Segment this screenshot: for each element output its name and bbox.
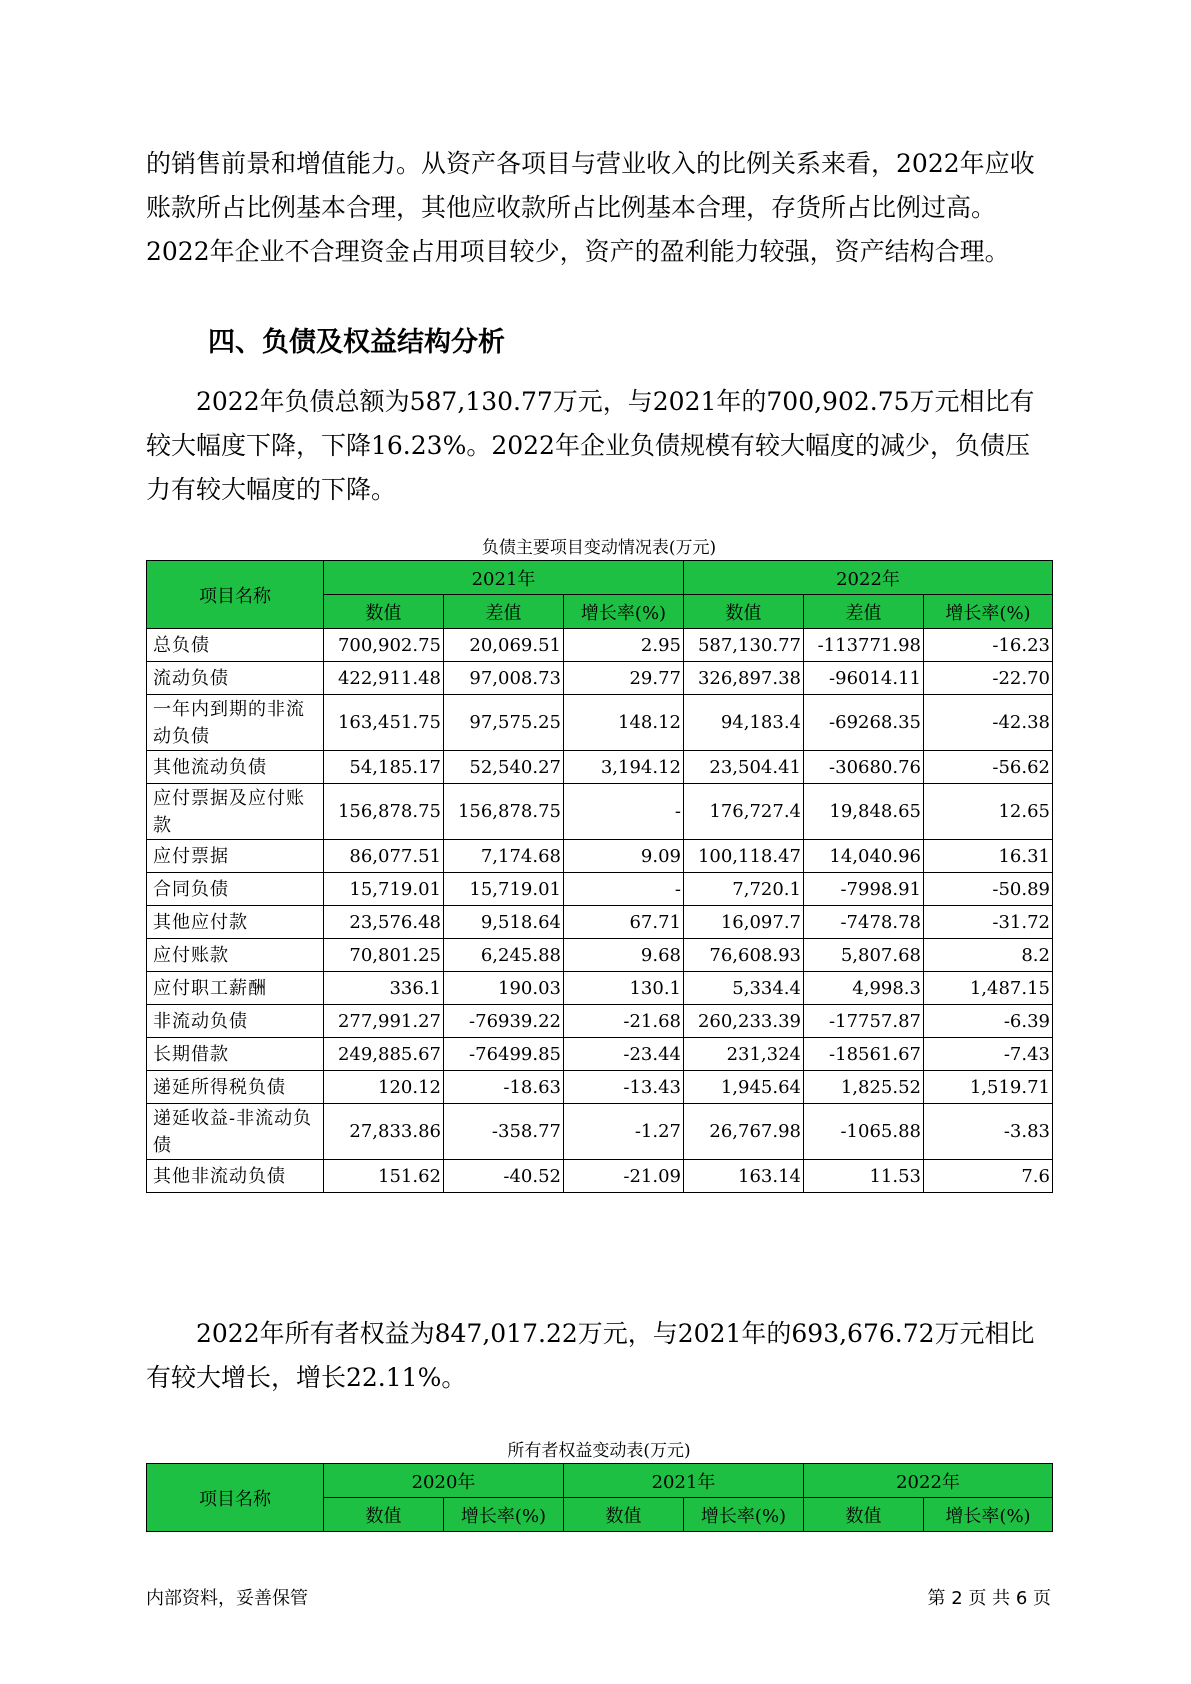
cell-value-2022: 1,945.64: [684, 1071, 804, 1104]
cell-rate-2021: 3,194.12: [564, 751, 684, 784]
header-value: 数值: [324, 595, 444, 629]
cell-diff-2021: 97,575.25: [444, 695, 564, 751]
cell-diff-2021: 6,245.88: [444, 939, 564, 972]
cell-rate-2022: 1,487.15: [924, 972, 1053, 1005]
row-name: 一年内到期的非流动负债: [147, 695, 324, 751]
header-rate: 增长率(%): [564, 595, 684, 629]
liability-table-caption: 负债主要项目变动情况表(万元): [481, 538, 717, 558]
cell-diff-2021: 15,719.01: [444, 873, 564, 906]
cell-value-2022: 587,130.77: [684, 629, 804, 662]
cell-diff-2022: -30680.76: [804, 751, 924, 784]
cell-value-2021: 23,576.48: [324, 906, 444, 939]
header-value: 数值: [564, 1498, 684, 1532]
equity-table: [146, 1463, 1053, 1532]
table-row: [147, 939, 1053, 972]
header-year-2022: 2022年: [684, 561, 1053, 595]
table-row: [147, 662, 1053, 695]
cell-value-2022: 326,897.38: [684, 662, 804, 695]
row-name: 递延收益-非流动负债: [147, 1104, 324, 1160]
cell-rate-2021: -21.09: [564, 1160, 684, 1193]
header-item-name: 项目名称: [147, 561, 324, 629]
row-name: 其他应付款: [147, 906, 324, 939]
cell-value-2021: 700,902.75: [324, 629, 444, 662]
footer-confidential-note: 内部资料，妥善保管: [146, 1588, 308, 1609]
cell-diff-2021: 7,174.68: [444, 840, 564, 873]
cell-diff-2022: -18561.67: [804, 1038, 924, 1071]
cell-rate-2022: -16.23: [924, 629, 1053, 662]
table-row: [147, 751, 1053, 784]
cell-value-2022: 176,727.4: [684, 784, 804, 840]
cell-rate-2021: -21.68: [564, 1005, 684, 1038]
paragraph-equity-summary: 2022年所有者权益为847,017.22万元，与2021年的693,676.72万元相比有较大增长，增长22.11%。: [146, 1319, 1035, 1392]
cell-value-2022: 76,608.93: [684, 939, 804, 972]
cell-rate-2022: -3.83: [924, 1104, 1053, 1160]
row-name: 非流动负债: [147, 1005, 324, 1038]
cell-diff-2021: 190.03: [444, 972, 564, 1005]
header-value: 数值: [324, 1498, 444, 1532]
cell-value-2021: 277,991.27: [324, 1005, 444, 1038]
cell-diff-2021: -18.63: [444, 1071, 564, 1104]
cell-rate-2021: 9.68: [564, 939, 684, 972]
cell-rate-2022: 16.31: [924, 840, 1053, 873]
cell-value-2021: 70,801.25: [324, 939, 444, 972]
cell-rate-2021: -1.27: [564, 1104, 684, 1160]
row-name: 应付票据及应付账款: [147, 784, 324, 840]
row-name: 长期借款: [147, 1038, 324, 1071]
table-row: [147, 873, 1053, 906]
table-row: [147, 629, 1053, 662]
cell-diff-2021: 52,540.27: [444, 751, 564, 784]
table-row: [147, 1005, 1053, 1038]
row-name: 总负债: [147, 629, 324, 662]
cell-diff-2022: -96014.11: [804, 662, 924, 695]
cell-value-2022: 163.14: [684, 1160, 804, 1193]
cell-rate-2022: -22.70: [924, 662, 1053, 695]
cell-diff-2021: -358.77: [444, 1104, 564, 1160]
cell-diff-2021: 9,518.64: [444, 906, 564, 939]
cell-rate-2022: -56.62: [924, 751, 1053, 784]
cell-rate-2021: 130.1: [564, 972, 684, 1005]
cell-diff-2022: -7478.78: [804, 906, 924, 939]
cell-value-2022: 94,183.4: [684, 695, 804, 751]
cell-value-2021: 163,451.75: [324, 695, 444, 751]
cell-value-2021: 156,878.75: [324, 784, 444, 840]
cell-value-2021: 120.12: [324, 1071, 444, 1104]
header-rate: 增长率(%): [924, 1498, 1053, 1532]
cell-rate-2022: 8.2: [924, 939, 1053, 972]
table-row: [147, 840, 1053, 873]
cell-value-2021: 151.62: [324, 1160, 444, 1193]
cell-value-2022: 7,720.1: [684, 873, 804, 906]
header-rate: 增长率(%): [444, 1498, 564, 1532]
row-name: 其他非流动负债: [147, 1160, 324, 1193]
equity-table-caption: 所有者权益变动表(万元): [507, 1441, 691, 1461]
cell-rate-2021: 29.77: [564, 662, 684, 695]
paragraph-intro: 的销售前景和增值能力。从资产各项目与营业收入的比例关系来看，2022年应收账款所占比例基本合理，其他应收款所占比例基本合理，存货所占比例过高。2022年企业不合理资金占用项目较少，资产的盈利能力较强，资产结构合理。: [146, 149, 1035, 266]
cell-value-2022: 23,504.41: [684, 751, 804, 784]
header-year-2020: 2020年: [324, 1464, 564, 1498]
table-row: [147, 1104, 1053, 1160]
header-year-2021: 2021年: [564, 1464, 804, 1498]
cell-value-2021: 27,833.86: [324, 1104, 444, 1160]
section-heading: 四、负债及权益结构分析: [208, 327, 505, 358]
paragraph-liability-summary: 2022年负债总额为587,130.77万元，与2021年的700,902.75万元相比有较大幅度下降，下降16.23%。2022年企业负债规模有较大幅度的减少，负债压力有较大幅度的下降。: [146, 387, 1035, 504]
cell-value-2021: 54,185.17: [324, 751, 444, 784]
header-diff: 差值: [444, 595, 564, 629]
cell-diff-2022: -7998.91: [804, 873, 924, 906]
cell-rate-2021: -13.43: [564, 1071, 684, 1104]
cell-rate-2022: -7.43: [924, 1038, 1053, 1071]
row-name: 应付票据: [147, 840, 324, 873]
cell-diff-2022: -69268.35: [804, 695, 924, 751]
cell-value-2022: 5,334.4: [684, 972, 804, 1005]
cell-value-2022: 260,233.39: [684, 1005, 804, 1038]
header-year-2022: 2022年: [804, 1464, 1053, 1498]
cell-diff-2022: 14,040.96: [804, 840, 924, 873]
header-rate: 增长率(%): [924, 595, 1053, 629]
row-name: 其他流动负债: [147, 751, 324, 784]
cell-diff-2022: 11.53: [804, 1160, 924, 1193]
cell-rate-2022: 1,519.71: [924, 1071, 1053, 1104]
cell-rate-2022: 7.6: [924, 1160, 1053, 1193]
cell-diff-2022: 19,848.65: [804, 784, 924, 840]
cell-diff-2021: -76939.22: [444, 1005, 564, 1038]
cell-diff-2021: 97,008.73: [444, 662, 564, 695]
liability-table: [146, 560, 1053, 1193]
header-year-2021: 2021年: [324, 561, 684, 595]
cell-value-2022: 26,767.98: [684, 1104, 804, 1160]
row-name: 合同负债: [147, 873, 324, 906]
cell-rate-2021: 67.71: [564, 906, 684, 939]
cell-rate-2022: 12.65: [924, 784, 1053, 840]
row-name: 应付账款: [147, 939, 324, 972]
footer-page-number: 第 2 页 共 6 页: [927, 1588, 1051, 1609]
cell-value-2022: 100,118.47: [684, 840, 804, 873]
table-row: [147, 695, 1053, 751]
cell-diff-2021: -76499.85: [444, 1038, 564, 1071]
table-row: [147, 906, 1053, 939]
cell-value-2021: 422,911.48: [324, 662, 444, 695]
cell-diff-2022: -1065.88: [804, 1104, 924, 1160]
cell-diff-2022: 4,998.3: [804, 972, 924, 1005]
table-row: [147, 1038, 1053, 1071]
cell-rate-2022: -31.72: [924, 906, 1053, 939]
header-value: 数值: [684, 595, 804, 629]
header-rate: 增长率(%): [684, 1498, 804, 1532]
cell-rate-2021: 9.09: [564, 840, 684, 873]
cell-diff-2022: -113771.98: [804, 629, 924, 662]
cell-diff-2022: -17757.87: [804, 1005, 924, 1038]
cell-diff-2021: -40.52: [444, 1160, 564, 1193]
cell-rate-2021: 148.12: [564, 695, 684, 751]
cell-diff-2021: 20,069.51: [444, 629, 564, 662]
cell-rate-2022: -42.38: [924, 695, 1053, 751]
header-value: 数值: [804, 1498, 924, 1532]
cell-value-2022: 16,097.7: [684, 906, 804, 939]
cell-rate-2021: 2.95: [564, 629, 684, 662]
cell-value-2021: 86,077.51: [324, 840, 444, 873]
header-diff: 差值: [804, 595, 924, 629]
cell-value-2021: 336.1: [324, 972, 444, 1005]
cell-value-2021: 15,719.01: [324, 873, 444, 906]
cell-diff-2021: 156,878.75: [444, 784, 564, 840]
table-row: [147, 1071, 1053, 1104]
row-name: 流动负债: [147, 662, 324, 695]
cell-rate-2022: -50.89: [924, 873, 1053, 906]
row-name: 应付职工薪酬: [147, 972, 324, 1005]
table-row: [147, 1160, 1053, 1193]
cell-rate-2022: -6.39: [924, 1005, 1053, 1038]
cell-diff-2022: 1,825.52: [804, 1071, 924, 1104]
table-row: [147, 972, 1053, 1005]
cell-value-2022: 231,324: [684, 1038, 804, 1071]
table-row: [147, 784, 1053, 840]
row-name: 递延所得税负债: [147, 1071, 324, 1104]
cell-diff-2022: 5,807.68: [804, 939, 924, 972]
cell-value-2021: 249,885.67: [324, 1038, 444, 1071]
cell-rate-2021: -: [564, 873, 684, 906]
header-item-name: 项目名称: [147, 1464, 324, 1532]
cell-rate-2021: -: [564, 784, 684, 840]
cell-rate-2021: -23.44: [564, 1038, 684, 1071]
